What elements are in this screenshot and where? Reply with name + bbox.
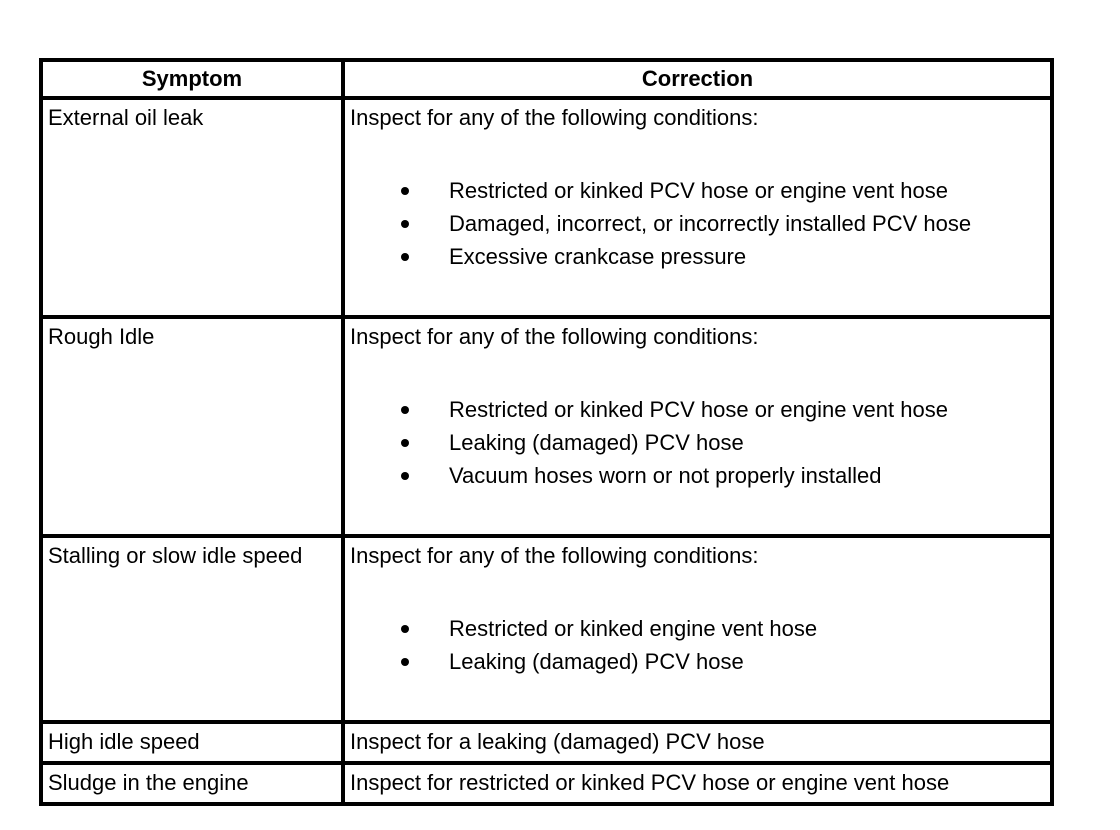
correction-column-header: Correction [343, 60, 1052, 98]
condition-text: Damaged, incorrect, or incorrectly installed PCV hose [449, 211, 972, 236]
symptom-cell: Rough Idle [41, 317, 343, 536]
condition-item [350, 426, 1050, 459]
condition-text: Leaking (damaged) PCV hose [449, 430, 744, 455]
bullet-icon [401, 220, 409, 228]
condition-text: Restricted or kinked PCV hose or engine vent hose [449, 178, 948, 203]
correction-cell [343, 98, 1052, 317]
condition-item [350, 645, 1050, 678]
bullet-icon [401, 187, 409, 195]
condition-item [350, 174, 1050, 207]
table-row [41, 763, 1052, 804]
condition-list [350, 612, 1050, 678]
correction-cell [343, 317, 1052, 536]
correction-intro: Inspect for any of the following conditions: [350, 105, 759, 130]
condition-text: Leaking (damaged) PCV hose [449, 649, 744, 674]
condition-list [350, 393, 1050, 492]
condition-text: Restricted or kinked PCV hose or engine vent hose [449, 397, 948, 422]
bullet-icon [401, 253, 409, 261]
symptom-correction-table [39, 58, 1054, 806]
condition-text: Vacuum hoses worn or not properly installed [449, 463, 882, 488]
bullet-icon [401, 472, 409, 480]
header-row [41, 60, 1052, 98]
symptom-cell: Stalling or slow idle speed [41, 536, 343, 722]
condition-item [350, 612, 1050, 645]
table-row [41, 98, 1052, 317]
correction-intro: Inspect for any of the following conditions: [350, 324, 759, 349]
condition-text: Excessive crankcase pressure [449, 244, 747, 269]
condition-item [350, 240, 1050, 273]
symptom-column-header: Symptom [41, 60, 343, 98]
condition-list [350, 174, 1050, 273]
correction-cell [343, 763, 1052, 804]
bullet-icon [401, 658, 409, 666]
condition-item [350, 459, 1050, 492]
table-row [41, 536, 1052, 722]
condition-item [350, 393, 1050, 426]
correction-intro: Inspect for restricted or kinked PCV hose or engine vent hose [350, 770, 950, 795]
symptom-cell: External oil leak [41, 98, 343, 317]
bullet-icon [401, 625, 409, 633]
correction-intro: Inspect for any of the following conditions: [350, 543, 759, 568]
condition-item [350, 207, 1050, 240]
symptom-cell: High idle speed [41, 722, 343, 763]
table-row [41, 722, 1052, 763]
condition-text: Restricted or kinked engine vent hose [449, 616, 818, 641]
correction-cell [343, 536, 1052, 722]
correction-intro: Inspect for a leaking (damaged) PCV hose [350, 729, 765, 754]
bullet-icon [401, 439, 409, 447]
table-row [41, 317, 1052, 536]
bullet-icon [401, 406, 409, 414]
correction-cell [343, 722, 1052, 763]
symptom-cell: Sludge in the engine [41, 763, 343, 804]
